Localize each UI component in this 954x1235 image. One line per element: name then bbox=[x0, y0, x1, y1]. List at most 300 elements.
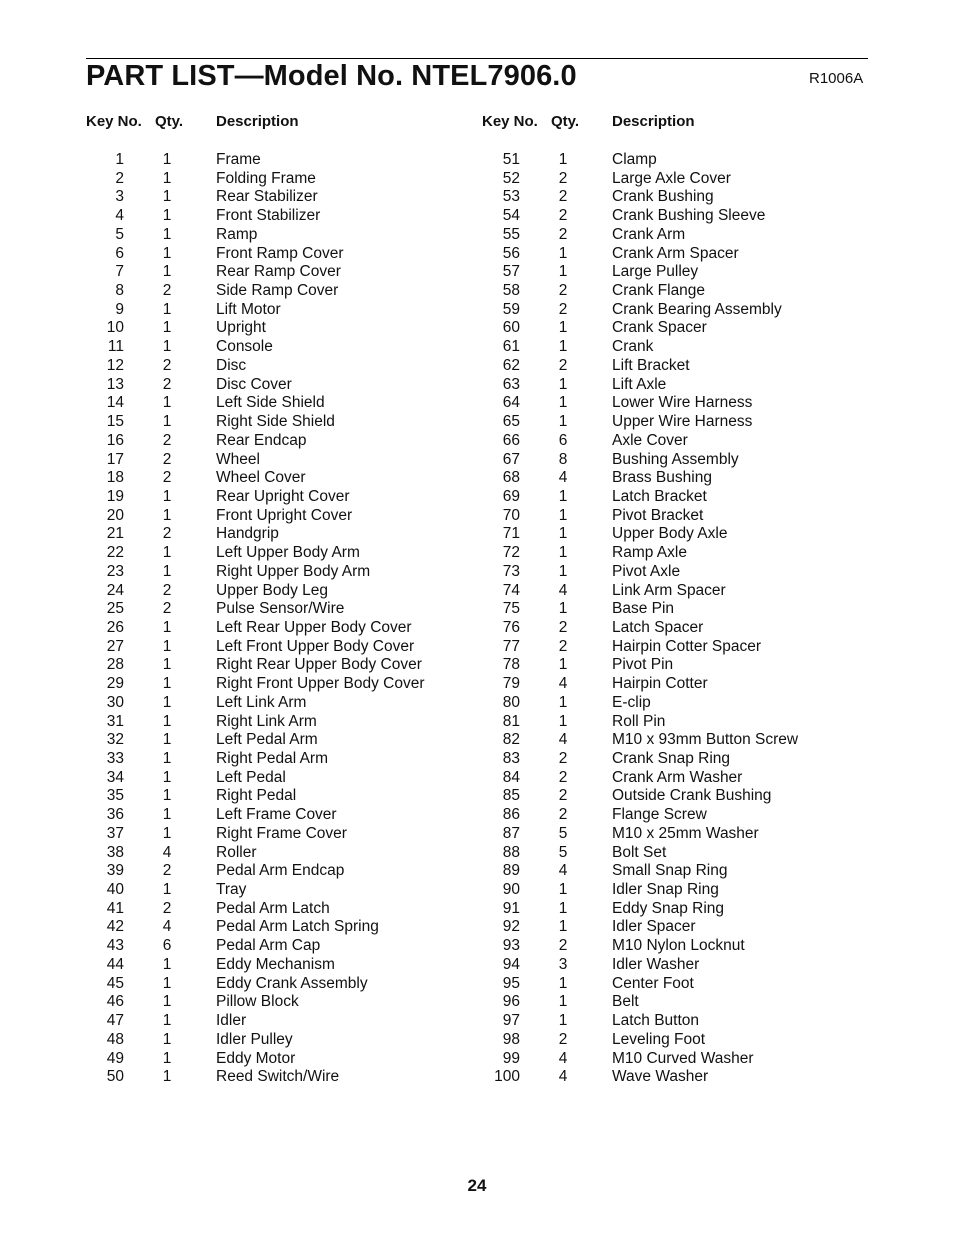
part-description: Axle Cover bbox=[612, 431, 688, 449]
part-qty: 2 bbox=[558, 787, 568, 805]
part-row bbox=[482, 301, 862, 320]
part-key-no: 6 bbox=[115, 244, 124, 262]
part-qty: 1 bbox=[558, 487, 568, 505]
part-row bbox=[86, 394, 466, 413]
part-description: Pillow Block bbox=[216, 993, 299, 1011]
part-row bbox=[482, 357, 862, 376]
part-key-no: 39 bbox=[106, 862, 124, 880]
part-qty: 1 bbox=[558, 899, 568, 917]
part-qty: 2 bbox=[162, 431, 172, 449]
part-qty: 2 bbox=[558, 937, 568, 955]
part-row bbox=[482, 956, 862, 975]
part-row bbox=[482, 1031, 862, 1050]
part-qty: 1 bbox=[162, 263, 172, 281]
parts-column-left bbox=[86, 113, 466, 1087]
part-qty: 1 bbox=[162, 225, 172, 243]
part-key-no: 3 bbox=[115, 188, 124, 206]
part-row bbox=[482, 1012, 862, 1031]
part-qty: 1 bbox=[558, 506, 568, 524]
part-qty: 1 bbox=[162, 955, 172, 973]
part-row bbox=[482, 769, 862, 788]
part-description: M10 x 25mm Washer bbox=[612, 824, 759, 842]
part-key-no: 36 bbox=[106, 806, 124, 824]
part-description: Eddy Crank Assembly bbox=[216, 974, 368, 992]
part-qty: 1 bbox=[162, 881, 172, 899]
part-description: Front Ramp Cover bbox=[216, 244, 344, 262]
part-qty: 6 bbox=[162, 937, 172, 955]
part-description: Crank bbox=[612, 338, 654, 356]
part-key-no: 77 bbox=[502, 637, 520, 655]
part-qty: 2 bbox=[558, 1030, 568, 1048]
part-key-no: 85 bbox=[502, 787, 520, 805]
part-row bbox=[86, 675, 466, 694]
part-qty: 1 bbox=[162, 675, 172, 693]
part-description: Right Front Upper Body Cover bbox=[216, 675, 425, 693]
part-description: Idler bbox=[216, 1012, 247, 1030]
part-row bbox=[482, 638, 862, 657]
part-row bbox=[86, 918, 466, 937]
part-key-no: 14 bbox=[106, 394, 124, 412]
part-description: Rear Endcap bbox=[216, 431, 307, 449]
part-key-no: 12 bbox=[106, 356, 124, 374]
part-description: Pedal Arm Latch bbox=[216, 899, 330, 917]
part-key-no: 1 bbox=[115, 151, 124, 168]
part-row bbox=[86, 170, 466, 189]
part-qty: 1 bbox=[558, 394, 568, 412]
part-description: Crank Spacer bbox=[612, 319, 707, 337]
part-description: Eddy Snap Ring bbox=[612, 899, 725, 917]
part-description: Disc bbox=[216, 356, 247, 374]
part-description: Reed Switch/Wire bbox=[216, 1068, 340, 1086]
part-qty: 1 bbox=[558, 993, 568, 1011]
part-key-no: 72 bbox=[502, 544, 520, 562]
part-key-no: 41 bbox=[106, 899, 124, 917]
part-description: Pivot Pin bbox=[612, 656, 674, 674]
part-key-no: 56 bbox=[502, 244, 520, 262]
part-row bbox=[482, 619, 862, 638]
part-description: Right Frame Cover bbox=[216, 824, 347, 842]
part-row bbox=[482, 582, 862, 601]
part-row bbox=[482, 900, 862, 919]
part-key-no: 79 bbox=[502, 675, 520, 693]
part-qty: 1 bbox=[558, 263, 568, 281]
part-description: Left Pedal Arm bbox=[216, 731, 318, 749]
part-description: M10 Curved Washer bbox=[612, 1049, 754, 1067]
part-row bbox=[482, 188, 862, 207]
part-qty: 4 bbox=[162, 843, 172, 861]
part-description: E-clip bbox=[612, 693, 651, 711]
part-key-no: 15 bbox=[106, 413, 124, 431]
part-description: Large Pulley bbox=[612, 263, 699, 281]
part-row bbox=[86, 825, 466, 844]
part-row bbox=[86, 713, 466, 732]
part-description: Idler Pulley bbox=[216, 1030, 293, 1048]
part-description: Crank Flange bbox=[612, 282, 706, 300]
part-key-no: 78 bbox=[502, 656, 520, 674]
part-key-no: 28 bbox=[106, 656, 124, 674]
part-row bbox=[86, 937, 466, 956]
part-row bbox=[86, 656, 466, 675]
page-title: PART LIST—Model No. NTEL7906.0 bbox=[86, 60, 577, 92]
part-row bbox=[86, 787, 466, 806]
part-qty: 1 bbox=[162, 993, 172, 1011]
part-key-no: 32 bbox=[106, 731, 124, 749]
part-row bbox=[482, 881, 862, 900]
part-row bbox=[482, 937, 862, 956]
part-qty: 2 bbox=[162, 450, 172, 468]
part-row bbox=[86, 881, 466, 900]
qty-header: Qty. bbox=[551, 113, 580, 130]
part-key-no: 74 bbox=[502, 581, 520, 599]
part-qty: 4 bbox=[558, 1049, 568, 1067]
part-description: Center Foot bbox=[612, 974, 694, 992]
part-qty: 1 bbox=[162, 562, 172, 580]
part-key-no: 94 bbox=[502, 955, 520, 973]
part-key-no: 95 bbox=[502, 974, 520, 992]
parts-list-right bbox=[482, 151, 862, 1087]
part-description: Left Pedal bbox=[216, 768, 286, 786]
part-description: Left Front Upper Body Cover bbox=[216, 637, 415, 655]
part-description: M10 Nylon Locknut bbox=[612, 937, 745, 955]
part-qty: 1 bbox=[162, 974, 172, 992]
part-description: Crank Bushing Sleeve bbox=[612, 207, 766, 225]
part-row bbox=[482, 844, 862, 863]
part-key-no: 11 bbox=[107, 338, 124, 356]
part-row bbox=[482, 432, 862, 451]
part-key-no: 7 bbox=[115, 263, 124, 281]
part-row bbox=[482, 1068, 862, 1087]
part-qty: 1 bbox=[162, 169, 172, 187]
part-row bbox=[86, 188, 466, 207]
part-key-no: 5 bbox=[115, 225, 124, 243]
part-description: Upright bbox=[216, 319, 266, 337]
part-qty: 2 bbox=[162, 525, 172, 543]
part-row bbox=[86, 488, 466, 507]
part-key-no: 44 bbox=[106, 955, 124, 973]
part-row bbox=[482, 694, 862, 713]
part-qty: 1 bbox=[558, 693, 568, 711]
part-qty: 2 bbox=[558, 300, 568, 318]
part-key-no: 68 bbox=[502, 469, 520, 487]
part-key-no: 38 bbox=[106, 843, 124, 861]
part-row bbox=[482, 263, 862, 282]
part-qty: 1 bbox=[558, 151, 568, 168]
part-key-no: 21 bbox=[106, 525, 124, 543]
part-qty: 1 bbox=[162, 207, 172, 225]
part-qty: 2 bbox=[558, 207, 568, 225]
part-qty: 2 bbox=[558, 188, 568, 206]
part-row bbox=[482, 451, 862, 470]
part-description: Wheel Cover bbox=[216, 469, 306, 487]
part-description: Outside Crank Bushing bbox=[612, 787, 772, 805]
part-qty: 1 bbox=[558, 656, 568, 674]
part-key-no: 73 bbox=[502, 562, 520, 580]
description-header: Description bbox=[216, 113, 299, 130]
part-key-no: 47 bbox=[106, 1012, 124, 1030]
part-key-no: 13 bbox=[106, 375, 124, 393]
part-qty: 1 bbox=[162, 151, 172, 168]
part-qty: 2 bbox=[162, 469, 172, 487]
key-no-header: Key No. bbox=[86, 113, 142, 130]
part-key-no: 75 bbox=[502, 600, 520, 618]
part-qty: 1 bbox=[162, 824, 172, 842]
part-description: Crank Arm bbox=[612, 225, 686, 243]
part-qty: 1 bbox=[162, 188, 172, 206]
part-qty: 1 bbox=[162, 712, 172, 730]
part-row bbox=[86, 357, 466, 376]
part-qty: 2 bbox=[558, 225, 568, 243]
part-qty: 1 bbox=[162, 413, 172, 431]
part-description: Rear Stabilizer bbox=[216, 188, 318, 206]
part-row bbox=[86, 301, 466, 320]
part-description: Large Axle Cover bbox=[612, 169, 731, 187]
part-key-no: 89 bbox=[502, 862, 520, 880]
part-key-no: 97 bbox=[502, 1012, 520, 1030]
part-description: Front Upright Cover bbox=[216, 506, 353, 524]
part-key-no: 10 bbox=[106, 319, 124, 337]
part-row bbox=[482, 170, 862, 189]
part-key-no: 61 bbox=[502, 338, 520, 356]
page-number: 24 bbox=[467, 1176, 487, 1195]
part-description: Leveling Foot bbox=[612, 1030, 706, 1048]
part-row bbox=[86, 525, 466, 544]
part-description: Left Link Arm bbox=[216, 693, 307, 711]
part-qty: 1 bbox=[162, 319, 172, 337]
parts-column-right bbox=[482, 113, 862, 1087]
part-description: Rear Upright Cover bbox=[216, 487, 350, 505]
part-description: Right Pedal bbox=[216, 787, 297, 805]
part-row bbox=[86, 806, 466, 825]
part-qty: 4 bbox=[558, 731, 568, 749]
part-qty: 2 bbox=[162, 600, 172, 618]
document-code: R1006A bbox=[809, 70, 864, 87]
part-row bbox=[482, 750, 862, 769]
part-qty: 2 bbox=[558, 282, 568, 300]
part-description: Bushing Assembly bbox=[612, 450, 739, 468]
part-row bbox=[86, 338, 466, 357]
part-description: Brass Bushing bbox=[612, 469, 712, 487]
part-key-no: 19 bbox=[106, 487, 124, 505]
part-description: Upper Body Axle bbox=[612, 525, 728, 543]
part-key-no: 48 bbox=[106, 1030, 124, 1048]
part-key-no: 98 bbox=[502, 1030, 520, 1048]
part-key-no: 17 bbox=[106, 450, 124, 468]
part-qty: 2 bbox=[558, 169, 568, 187]
part-description: Lift Bracket bbox=[612, 356, 690, 374]
part-qty: 2 bbox=[558, 618, 568, 636]
part-description: Pulse Sensor/Wire bbox=[216, 600, 345, 618]
part-key-no: 65 bbox=[502, 413, 520, 431]
part-row bbox=[482, 207, 862, 226]
part-description: Tray bbox=[216, 881, 247, 899]
part-qty: 1 bbox=[558, 600, 568, 618]
part-key-no: 8 bbox=[115, 282, 124, 300]
part-description: Left Frame Cover bbox=[216, 806, 337, 824]
part-description: Idler Washer bbox=[612, 955, 700, 973]
part-qty: 2 bbox=[162, 356, 172, 374]
part-row bbox=[86, 451, 466, 470]
part-key-no: 22 bbox=[106, 544, 124, 562]
part-description: Clamp bbox=[612, 151, 657, 168]
part-row bbox=[482, 319, 862, 338]
part-description: Front Stabilizer bbox=[216, 207, 321, 225]
part-row bbox=[86, 619, 466, 638]
part-row bbox=[482, 975, 862, 994]
part-row bbox=[482, 787, 862, 806]
part-key-no: 69 bbox=[502, 487, 520, 505]
part-row bbox=[86, 1068, 466, 1087]
part-row bbox=[482, 993, 862, 1012]
part-description: Eddy Motor bbox=[216, 1049, 296, 1067]
part-qty: 1 bbox=[558, 712, 568, 730]
part-description: Ramp bbox=[216, 225, 258, 243]
part-description: Side Ramp Cover bbox=[216, 282, 339, 300]
part-description: Rear Ramp Cover bbox=[216, 263, 341, 281]
part-description: Pivot Axle bbox=[612, 562, 681, 580]
part-row bbox=[86, 226, 466, 245]
part-description: Flange Screw bbox=[612, 806, 707, 824]
part-key-no: 18 bbox=[106, 469, 124, 487]
part-qty: 1 bbox=[162, 731, 172, 749]
part-description: Right Link Arm bbox=[216, 712, 317, 730]
part-qty: 2 bbox=[558, 768, 568, 786]
part-description: Idler Spacer bbox=[612, 918, 696, 936]
part-key-no: 24 bbox=[106, 581, 124, 599]
part-key-no: 27 bbox=[106, 637, 124, 655]
part-qty: 1 bbox=[162, 244, 172, 262]
part-key-no: 91 bbox=[502, 899, 520, 917]
part-qty: 1 bbox=[162, 1030, 172, 1048]
part-description: Latch Spacer bbox=[612, 618, 704, 636]
part-key-no: 2 bbox=[115, 169, 124, 187]
part-row bbox=[482, 825, 862, 844]
part-qty: 1 bbox=[162, 506, 172, 524]
part-description: Folding Frame bbox=[216, 169, 316, 187]
part-key-no: 54 bbox=[502, 207, 520, 225]
part-key-no: 55 bbox=[502, 225, 520, 243]
part-qty: 5 bbox=[558, 843, 568, 861]
part-row bbox=[86, 563, 466, 582]
part-row bbox=[86, 638, 466, 657]
part-description: Small Snap Ring bbox=[612, 862, 728, 880]
part-key-no: 49 bbox=[106, 1049, 124, 1067]
part-qty: 4 bbox=[558, 469, 568, 487]
part-key-no: 26 bbox=[106, 618, 124, 636]
part-description: Right Upper Body Arm bbox=[216, 562, 371, 580]
part-key-no: 31 bbox=[106, 712, 124, 730]
part-key-no: 99 bbox=[502, 1049, 520, 1067]
part-row bbox=[482, 918, 862, 937]
part-qty: 4 bbox=[162, 918, 172, 936]
part-description: Crank Arm Spacer bbox=[612, 244, 739, 262]
part-description: Idler Snap Ring bbox=[612, 881, 719, 899]
part-row bbox=[482, 488, 862, 507]
part-description: Right Side Shield bbox=[216, 413, 335, 431]
part-key-no: 87 bbox=[502, 824, 520, 842]
part-row bbox=[482, 731, 862, 750]
part-qty: 1 bbox=[162, 1068, 172, 1086]
part-row bbox=[86, 319, 466, 338]
part-row bbox=[86, 432, 466, 451]
part-description: Ramp Axle bbox=[612, 544, 687, 562]
part-key-no: 96 bbox=[502, 993, 520, 1011]
part-row bbox=[86, 469, 466, 488]
part-key-no: 88 bbox=[502, 843, 520, 861]
part-row bbox=[86, 900, 466, 919]
column-headers bbox=[482, 113, 862, 133]
part-qty: 2 bbox=[162, 899, 172, 917]
part-row bbox=[482, 563, 862, 582]
part-description: Pivot Bracket bbox=[612, 506, 704, 524]
part-qty: 8 bbox=[558, 450, 568, 468]
part-row bbox=[86, 263, 466, 282]
part-description: Belt bbox=[612, 993, 639, 1011]
part-description: Right Pedal Arm bbox=[216, 750, 328, 767]
part-description: Wheel bbox=[216, 450, 260, 468]
part-row bbox=[482, 806, 862, 825]
part-key-no: 23 bbox=[106, 562, 124, 580]
part-key-no: 46 bbox=[106, 993, 124, 1011]
part-qty: 4 bbox=[558, 675, 568, 693]
part-row bbox=[86, 582, 466, 601]
part-description: Lift Motor bbox=[216, 300, 281, 318]
part-qty: 2 bbox=[558, 750, 568, 767]
part-qty: 3 bbox=[558, 955, 568, 973]
part-qty: 5 bbox=[558, 824, 568, 842]
part-qty: 1 bbox=[162, 750, 172, 767]
part-qty: 1 bbox=[162, 338, 172, 356]
part-description: Wave Washer bbox=[612, 1068, 709, 1086]
part-row bbox=[86, 507, 466, 526]
part-description: Roller bbox=[216, 843, 257, 861]
part-row bbox=[86, 993, 466, 1012]
part-row bbox=[482, 713, 862, 732]
part-key-no: 84 bbox=[502, 768, 520, 786]
part-key-no: 90 bbox=[502, 881, 520, 899]
part-row bbox=[86, 769, 466, 788]
part-qty: 1 bbox=[558, 881, 568, 899]
part-row bbox=[482, 376, 862, 395]
part-qty: 4 bbox=[558, 581, 568, 599]
part-qty: 1 bbox=[162, 806, 172, 824]
part-qty: 1 bbox=[558, 338, 568, 356]
part-description: Crank Bearing Assembly bbox=[612, 300, 782, 318]
part-key-no: 63 bbox=[502, 375, 520, 393]
part-description: Pedal Arm Endcap bbox=[216, 862, 345, 880]
part-key-no: 60 bbox=[502, 319, 520, 337]
part-key-no: 80 bbox=[502, 693, 520, 711]
part-key-no: 57 bbox=[502, 263, 520, 281]
part-qty: 2 bbox=[162, 375, 172, 393]
part-qty: 1 bbox=[162, 656, 172, 674]
part-key-no: 81 bbox=[502, 712, 520, 730]
part-row bbox=[86, 413, 466, 432]
part-row bbox=[482, 245, 862, 264]
part-qty: 1 bbox=[162, 768, 172, 786]
part-qty: 1 bbox=[162, 693, 172, 711]
part-qty: 1 bbox=[162, 394, 172, 412]
part-key-no: 64 bbox=[502, 394, 520, 412]
part-row bbox=[482, 282, 862, 301]
part-key-no: 70 bbox=[502, 506, 520, 524]
part-row bbox=[86, 956, 466, 975]
part-key-no: 53 bbox=[502, 188, 520, 206]
part-row bbox=[482, 507, 862, 526]
part-qty: 1 bbox=[558, 244, 568, 262]
part-qty: 2 bbox=[162, 862, 172, 880]
part-description: Console bbox=[216, 338, 273, 356]
part-row bbox=[482, 226, 862, 245]
